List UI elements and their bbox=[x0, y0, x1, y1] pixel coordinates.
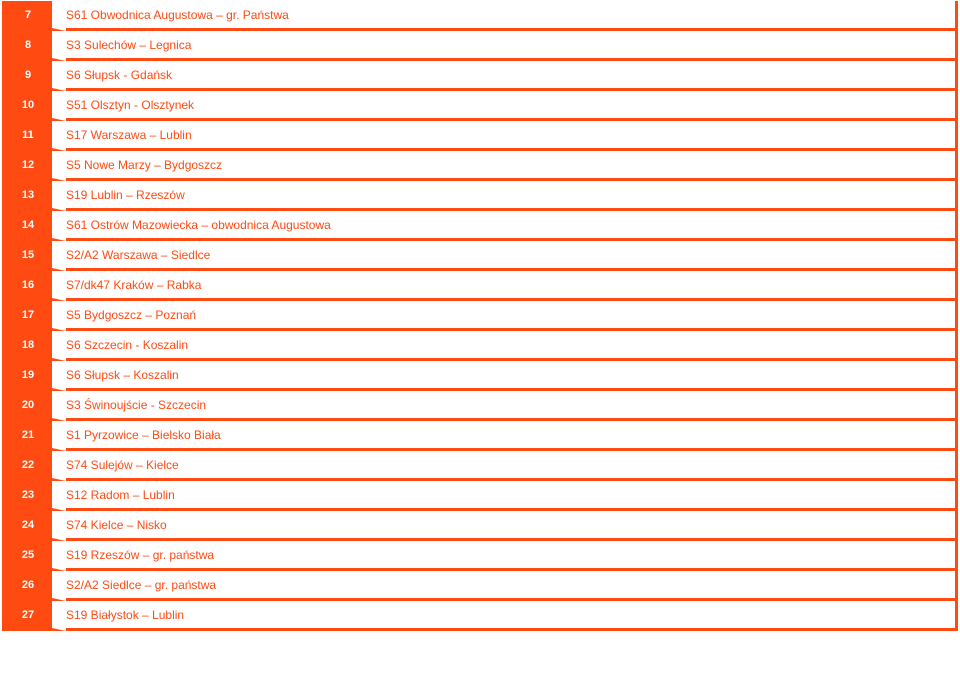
table-row bbox=[2, 301, 958, 331]
row-number: 21 bbox=[2, 421, 66, 451]
route-name: S19 Lublin – Rzeszów bbox=[66, 181, 958, 211]
route-name: S2/A2 Warszawa – Siedlce bbox=[66, 241, 958, 271]
row-number: 15 bbox=[2, 241, 66, 271]
route-name: S6 Słupsk - Gdańsk bbox=[66, 61, 958, 91]
route-name: S3 Sulechów – Legnica bbox=[66, 31, 958, 61]
row-number: 27 bbox=[2, 601, 66, 631]
row-number: 8 bbox=[2, 31, 66, 61]
table-row bbox=[2, 121, 958, 151]
table-row bbox=[2, 31, 958, 61]
row-number: 13 bbox=[2, 181, 66, 211]
row-number: 17 bbox=[2, 301, 66, 331]
table-row bbox=[2, 541, 958, 571]
route-name: S7/dk47 Kraków – Rabka bbox=[66, 271, 958, 301]
table-row bbox=[2, 211, 958, 241]
table-row bbox=[2, 361, 958, 391]
row-number: 22 bbox=[2, 451, 66, 481]
table-row bbox=[2, 181, 958, 211]
row-number: 26 bbox=[2, 571, 66, 601]
row-number: 14 bbox=[2, 211, 66, 241]
route-name: S61 Obwodnica Augustowa – gr. Państwa bbox=[66, 1, 958, 31]
row-number: 7 bbox=[2, 1, 66, 31]
row-number: 9 bbox=[2, 61, 66, 91]
row-number: 16 bbox=[2, 271, 66, 301]
route-name: S17 Warszawa – Lublin bbox=[66, 121, 958, 151]
table-row bbox=[2, 151, 958, 181]
route-name: S5 Nowe Marzy – Bydgoszcz bbox=[66, 151, 958, 181]
row-number: 10 bbox=[2, 91, 66, 121]
row-number: 19 bbox=[2, 361, 66, 391]
row-number: 12 bbox=[2, 151, 66, 181]
route-name: S19 Rzeszów – gr. państwa bbox=[66, 541, 958, 571]
table-row bbox=[2, 451, 958, 481]
row-number: 25 bbox=[2, 541, 66, 571]
table-row bbox=[2, 331, 958, 361]
row-number: 24 bbox=[2, 511, 66, 541]
route-name: S61 Ostrów Mazowiecka – obwodnica Augustowa bbox=[66, 211, 958, 241]
table-row bbox=[2, 481, 958, 511]
route-name: S51 Olsztyn - Olsztynek bbox=[66, 91, 958, 121]
table-row bbox=[2, 91, 958, 121]
table-row bbox=[2, 1, 958, 31]
table-row bbox=[2, 61, 958, 91]
route-name: S12 Radom – Lublin bbox=[66, 481, 958, 511]
table-row bbox=[2, 511, 958, 541]
route-name: S2/A2 Siedlce – gr. państwa bbox=[66, 571, 958, 601]
row-number: 20 bbox=[2, 391, 66, 421]
row-number: 18 bbox=[2, 331, 66, 361]
route-name: S6 Słupsk – Koszalin bbox=[66, 361, 958, 391]
route-name: S19 Białystok – Lublin bbox=[66, 601, 958, 631]
row-number: 11 bbox=[2, 121, 66, 151]
route-name: S6 Szczecin - Koszalin bbox=[66, 331, 958, 361]
route-name: S3 Świnoujście - Szczecin bbox=[66, 391, 958, 421]
table-row bbox=[2, 601, 958, 631]
route-name: S74 Sulejów – Kielce bbox=[66, 451, 958, 481]
route-name: S5 Bydgoszcz – Poznań bbox=[66, 301, 958, 331]
route-name: S74 Kielce – Nisko bbox=[66, 511, 958, 541]
table-row bbox=[2, 421, 958, 451]
routes-table-body bbox=[2, 1, 958, 631]
row-number: 23 bbox=[2, 481, 66, 511]
table-row bbox=[2, 571, 958, 601]
table-row bbox=[2, 271, 958, 301]
routes-table bbox=[2, 1, 958, 631]
table-row bbox=[2, 391, 958, 421]
route-name: S1 Pyrzowice – Bielsko Biała bbox=[66, 421, 958, 451]
table-row bbox=[2, 241, 958, 271]
